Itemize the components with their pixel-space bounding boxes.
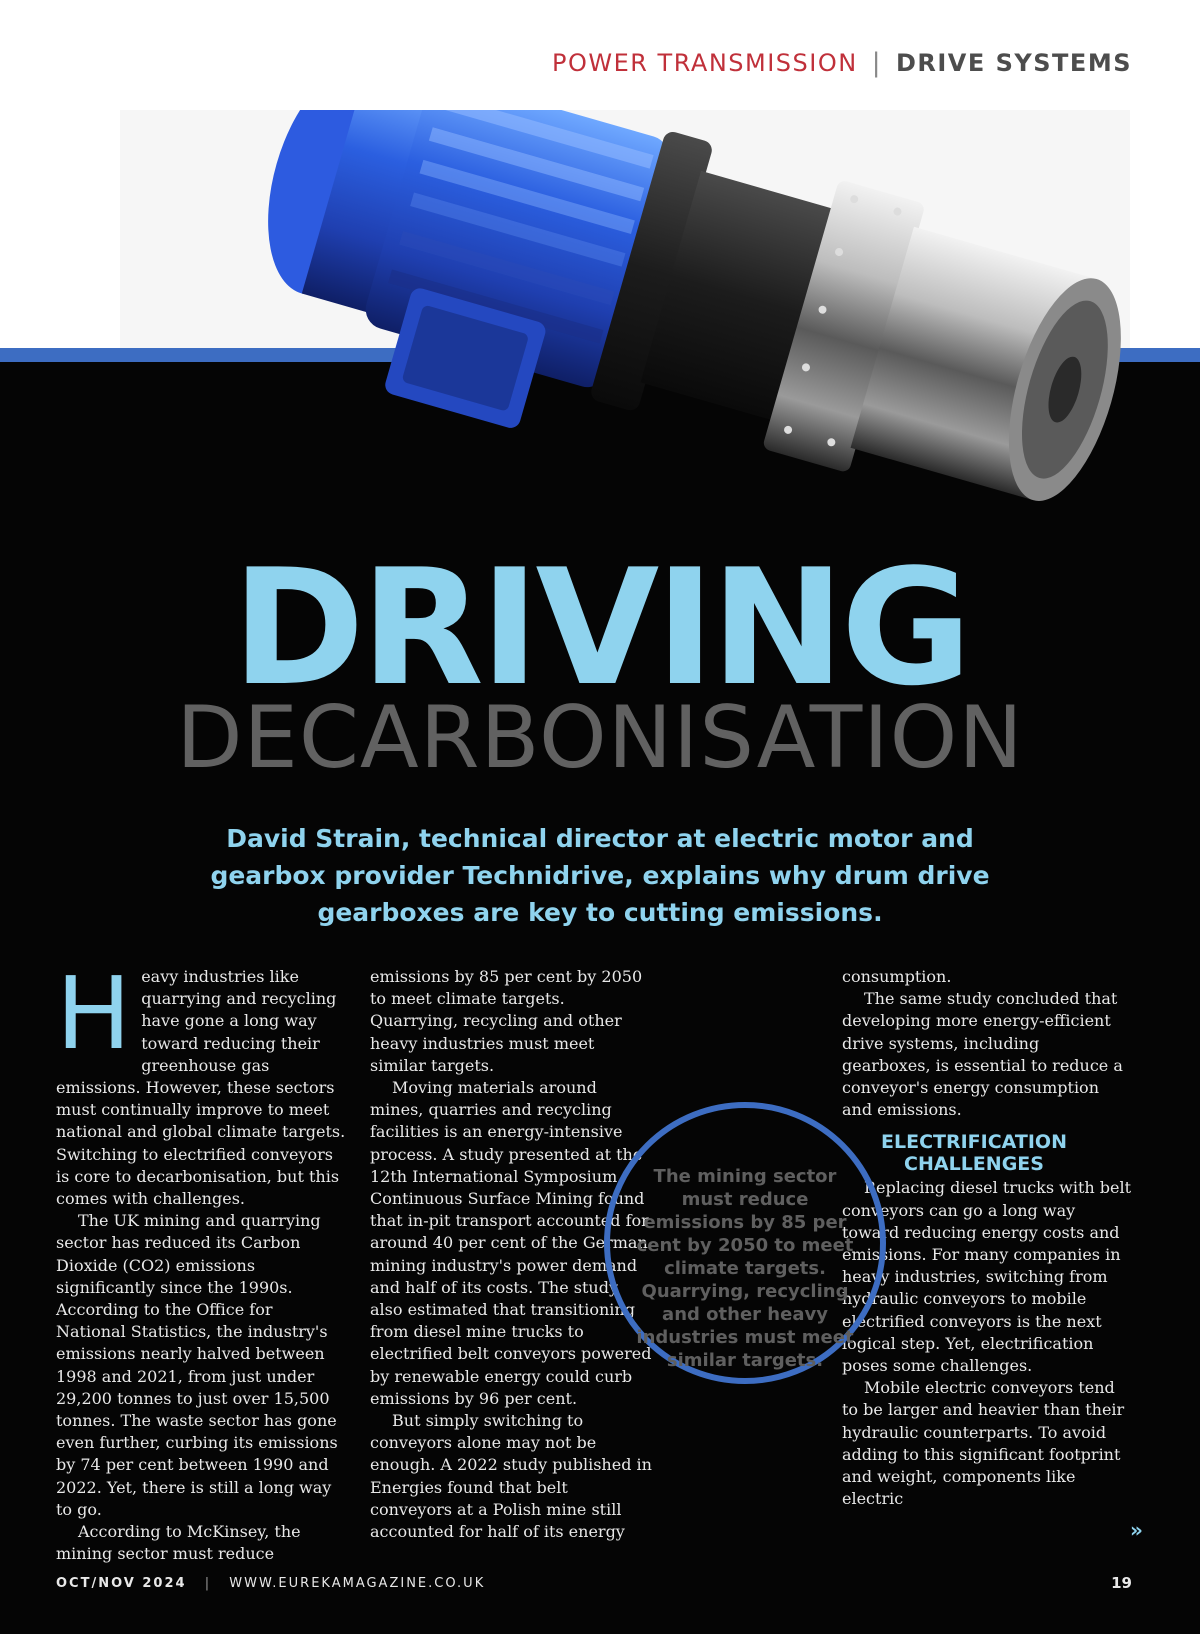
issue-date: OCT/NOV 2024 — [56, 1576, 187, 1591]
paragraph-text: eavy industries like quarrying and recycling have gone a long way toward reducing their greenhouse gas emissions. However, these sectors must continually improve to meet national and global climate targets. Switching to electrified conveyors is core to decarbonisation, but this comes with challenges. — [56, 967, 346, 1209]
body-column-1 — [56, 955, 346, 1565]
header-separator: | — [871, 48, 882, 78]
section-subhead: ELECTRIFICATION CHALLENGES — [881, 1131, 1067, 1176]
paragraph: Moving materials around mines, quarries and recycling facilities is an energy-intensive process. A study presented at the 12th International Symposium Continuous Surface Mining found that in-pit transport accounted for around 40 per cent of the German mining industry's power demand and half of its costs. The study also estimated that transitioning from diesel mine trucks to electrified belt conveyors powered by renewable energy could curb emissions by 96 per cent. — [370, 1078, 652, 1408]
section-label: POWER TRANSMISSION — [551, 49, 858, 77]
paragraph: The UK mining and quarrying sector has reduced its Carbon Dioxide (CO2) emissions significantly since the 1990s. According to the Office for National Statistics, the industry's emissions nearly halved between 1998 and 2021, from just under 29,200 tonnes to just over 15,500 tonnes. The waste sector has gone even further, curbing its emissions by 74 per cent between 1990 and 2022. Yet, there is still a long way to go. — [56, 1211, 338, 1519]
headline-main: DRIVING — [231, 534, 969, 721]
paragraph: But simply switching to conveyors alone may not be enough. A 2022 study published in Energies found that belt conveyors at a Polish mine still accounted for half of its energy — [370, 1411, 652, 1542]
pull-quote: The mining sector must reduce emissions by 85 per cent by 2050 to meet climate targets. Quarrying, recycling and other heavy industries must meet similar targets. — [636, 1166, 854, 1371]
subsection-label: DRIVE SYSTEMS — [895, 49, 1132, 77]
drop-cap: H — [56, 955, 132, 1072]
paragraph: Mobile electric conveyors tend to be larger and heavier than their hydraulic counterparts. To avoid adding to this significant footprint and weight, components like electric — [842, 1378, 1125, 1509]
footer-separator: | — [204, 1576, 212, 1591]
paragraph: According to McKinsey, the mining sector must reduce — [56, 1522, 301, 1564]
paragraph: emissions by 85 per cent by 2050 to meet climate targets. Quarrying, recycling and other heavy industries must meet similar targets. — [370, 967, 643, 1075]
page-number: 19 — [1111, 1574, 1132, 1592]
standfirst: David Strain, technical director at electric motor and gearbox provider Technidrive, explains why drum drive gearboxes are key to cutting emissions. — [210, 824, 990, 927]
continue-mark: » — [1130, 1518, 1143, 1542]
footer — [56, 1576, 485, 1591]
paragraph: Replacing diesel trucks with belt conveyors can go a long way toward reducing energy costs and emissions. For many companies in heavy industries, switching from hydraulic conveyors to mobile electrified conveyors is the next logical step. Yet, electrification poses some challenges. — [842, 1178, 1132, 1376]
paragraph: The same study concluded that developing more energy-efficient drive systems, including gearboxes, is essential to reduce a conveyor's energy consumption and emissions. — [842, 989, 1123, 1120]
running-header — [552, 48, 1132, 78]
paragraph — [56, 955, 346, 1210]
website-url: WWW.EUREKAMAGAZINE.CO.UK — [229, 1576, 486, 1591]
paragraph: consumption. — [842, 967, 952, 986]
headline-secondary: DECARBONISATION — [176, 688, 1024, 788]
